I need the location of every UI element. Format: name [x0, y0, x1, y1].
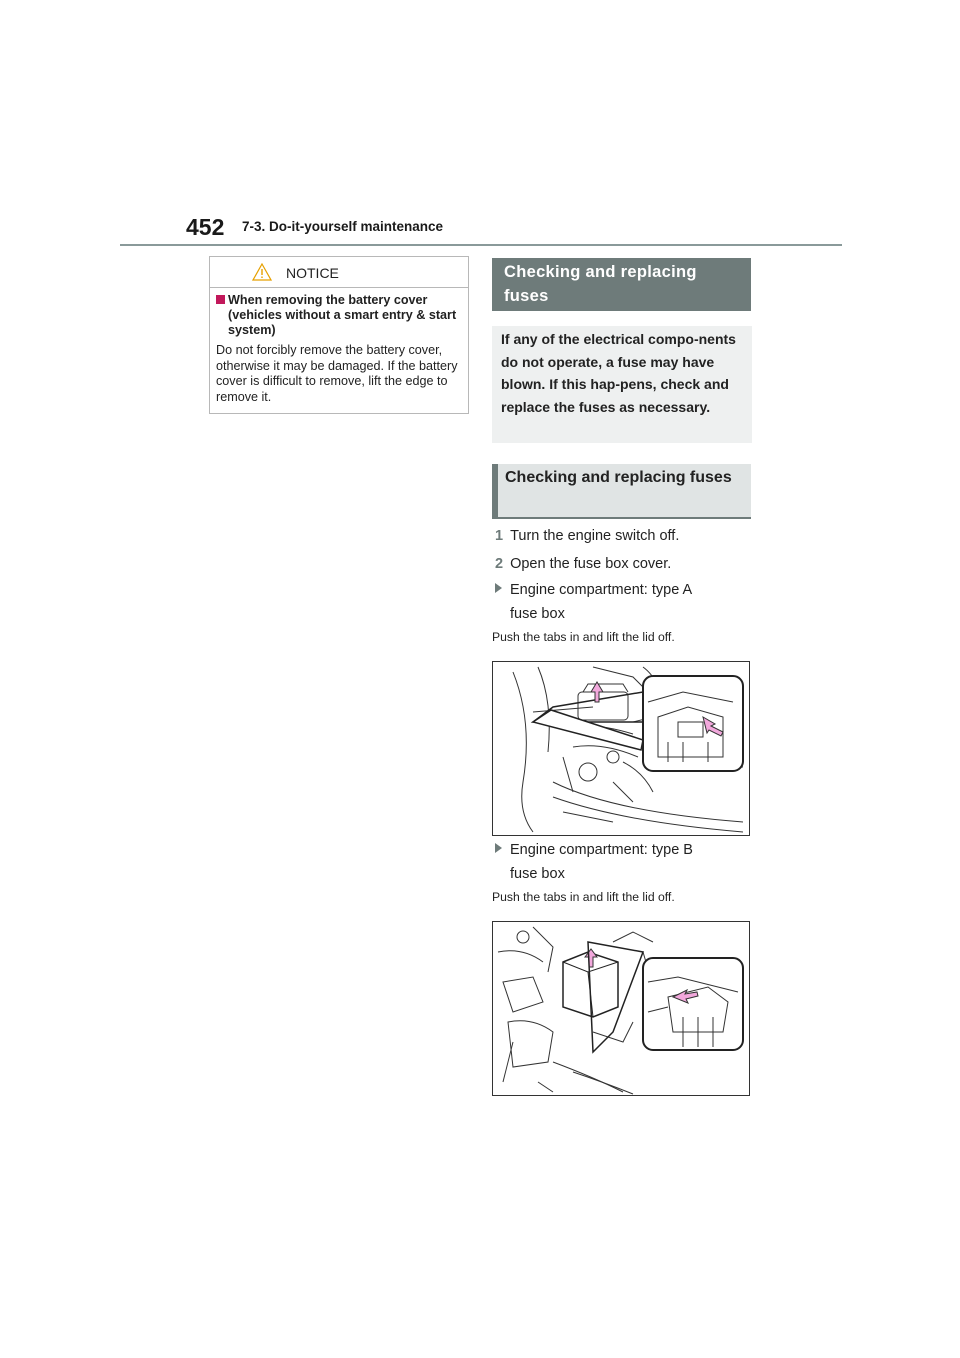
step-number: 1 — [495, 528, 504, 544]
step-text: Turn the engine switch off. — [510, 528, 680, 544]
header-divider — [120, 244, 842, 246]
subheading-underline — [492, 517, 751, 519]
page-number: 452 — [186, 214, 225, 240]
intro-box — [492, 326, 752, 443]
item-title-cont: fuse box — [510, 866, 565, 882]
notice-marker-icon — [216, 295, 225, 304]
figure-type-b-fuse-box — [492, 921, 750, 1096]
engine-illustration-a — [493, 662, 749, 835]
notice-box — [209, 256, 469, 414]
notice-subheading: When removing the battery cover (vehicles without a smart entry & start system) — [216, 293, 466, 338]
item-title: Engine compartment: type B — [510, 842, 693, 858]
item-type-b — [495, 838, 745, 886]
engine-illustration-b — [493, 922, 749, 1095]
triangle-bullet-icon — [495, 583, 502, 593]
step-text: Open the fuse box cover. — [510, 556, 672, 572]
item-title: Engine compartment: type A — [510, 582, 693, 598]
warning-icon — [252, 263, 272, 281]
notice-header — [210, 257, 468, 288]
section-banner — [492, 258, 751, 311]
step-number: 2 — [495, 556, 504, 572]
triangle-bullet-icon — [495, 843, 502, 853]
item-note: Push the tabs in and lift the lid off. — [492, 890, 675, 904]
item-type-a — [495, 578, 745, 626]
section-banner-title: Checking and replacing fuses — [504, 263, 697, 305]
notice-title: NOTICE — [286, 265, 339, 281]
subheading-accent-bar — [492, 464, 498, 518]
item-note: Push the tabs in and lift the lid off. — [492, 630, 675, 644]
section-title: 7-3. Do-it-yourself maintenance — [242, 219, 444, 234]
step-2 — [495, 556, 671, 572]
step-1 — [495, 528, 679, 544]
subheading-title: Checking and replacing fuses — [505, 469, 732, 486]
notice-body: Do not forcibly remove the battery cover, otherwise it may be damaged. If the battery cover is difficult to remove, lift the edge to remove it. — [216, 343, 458, 404]
item-title-cont: fuse box — [510, 606, 565, 622]
figure-type-a-fuse-box — [492, 661, 750, 836]
intro-text: If any of the electrical compo-nents do not operate, a fuse may have blown. If this hap-pens, check and replace the fuses as necessary. — [501, 331, 736, 415]
subheading-banner — [492, 464, 751, 518]
